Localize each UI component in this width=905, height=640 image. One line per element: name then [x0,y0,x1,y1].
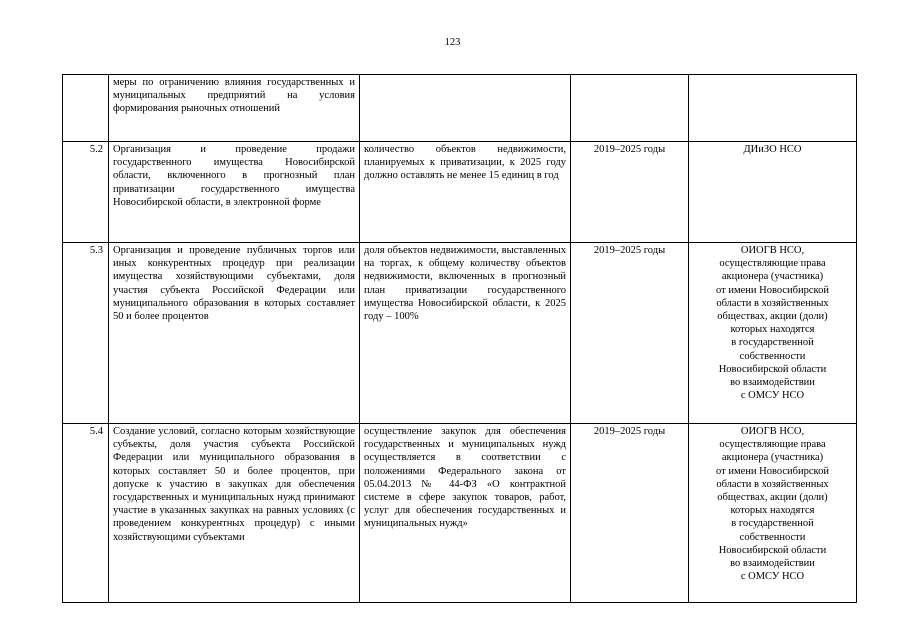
action-cell: Организация и проведение продажи государственного имущества Новосибирской области, включенного в прогнозный план приватизации государственного имущества Новосибирской области, в электронной форме [109,142,360,243]
responsible-cell [689,243,857,424]
indicator-cell: осуществление закупок для обеспечения государственных и муниципальных нужд осуществляется в соответствии с положениями Федерального закона от 05.04.2013 № 44-ФЗ «О контрактной системе в сфере закупок товаров, работ, услуг для обеспечения государственных и муниципальных нужд» [360,424,571,603]
responsible-line: осуществляющие права [719,439,826,451]
responsible-line: Новосибирской области [718,544,827,556]
responsible-cell [689,142,857,243]
responsible-line: обществах, акции (доли) [717,492,828,504]
responsible-line: от имени Новосибирской [716,284,829,296]
indicator-cell: доля объектов недвижимости, выставленных на торгах, к общему количеству объектов недвижимости, включенных в прогнозный план приватизации государственного имущества Новосибирской области, к 2025 году – 100% [360,243,571,424]
term-cell [571,75,689,142]
responsible-line: во взаимодействии [730,558,815,570]
responsible-cell [689,75,857,142]
action-cell: меры по ограничению влияния государственных и муниципальных предприятий на условия формирования рыночных отношений [109,75,360,142]
term-cell: 2019–2025 годы [571,424,689,603]
row-number: 5.2 [63,142,109,243]
responsible-line: Новосибирской области [718,363,827,375]
indicator-cell: количество объектов недвижимости, планируемых к приватизации, к 2025 году должно оставлять не менее 15 единиц в год [360,142,571,243]
table-row [63,243,857,424]
responsible-line: от имени Новосибирской [716,465,829,477]
responsible-line: которых находятся [730,505,815,517]
responsible-line: акционера (участника) [721,452,824,464]
responsible-line: которых находятся [730,324,815,336]
responsible-line: ОИОГВ НСО, [740,426,805,437]
responsible-line: области в хозяйственных [716,478,829,490]
term-cell: 2019–2025 годы [571,243,689,424]
table-row [63,424,857,603]
action-cell: Создание условий, согласно которым хозяйствующие субъекты, доля участия субъекта Российской Федерации или муниципального образования в которых составляет 50 и более процентов, при допуске к участию в закупках для обеспечения государственных и муниципальных нужд принимают участие в указанных закупках на равных условиях (с проведением конкурентных процедур) с иными хозяйствующими субъектами [109,424,360,603]
responsible-line: ДИиЗО НСО [743,144,802,155]
table-row [63,75,857,142]
responsible-line: акционера (участника) [721,271,824,283]
row-number [63,75,109,142]
table-row [63,142,857,243]
responsible-line: с ОМСУ НСО [740,390,805,402]
responsible-line: в государственной [731,337,814,349]
indicator-cell [360,75,571,142]
action-cell: Организация и проведение публичных торгов или иных конкурентных процедур при реализации имущества хозяйствующими субъектами, доля участия субъекта Российской Федерации или муниципального образования в которых составляет 50 и более процентов [109,243,360,424]
term-cell: 2019–2025 годы [571,142,689,243]
page-number: 123 [444,37,461,48]
responsible-cell [689,424,857,603]
responsible-line: в государственной [731,518,814,530]
responsible-line: обществах, акции (доли) [717,311,828,323]
responsible-line: с ОМСУ НСО [740,571,805,583]
row-number: 5.3 [63,243,109,424]
responsible-line: собственности [739,350,806,362]
row-number: 5.4 [63,424,109,603]
responsible-line: осуществляющие права [719,258,826,270]
responsible-line: собственности [739,531,806,543]
responsible-line: ОИОГВ НСО, [740,245,805,256]
measures-table [62,74,857,603]
responsible-line: области в хозяйственных [716,297,829,309]
responsible-line: во взаимодействии [730,377,815,389]
